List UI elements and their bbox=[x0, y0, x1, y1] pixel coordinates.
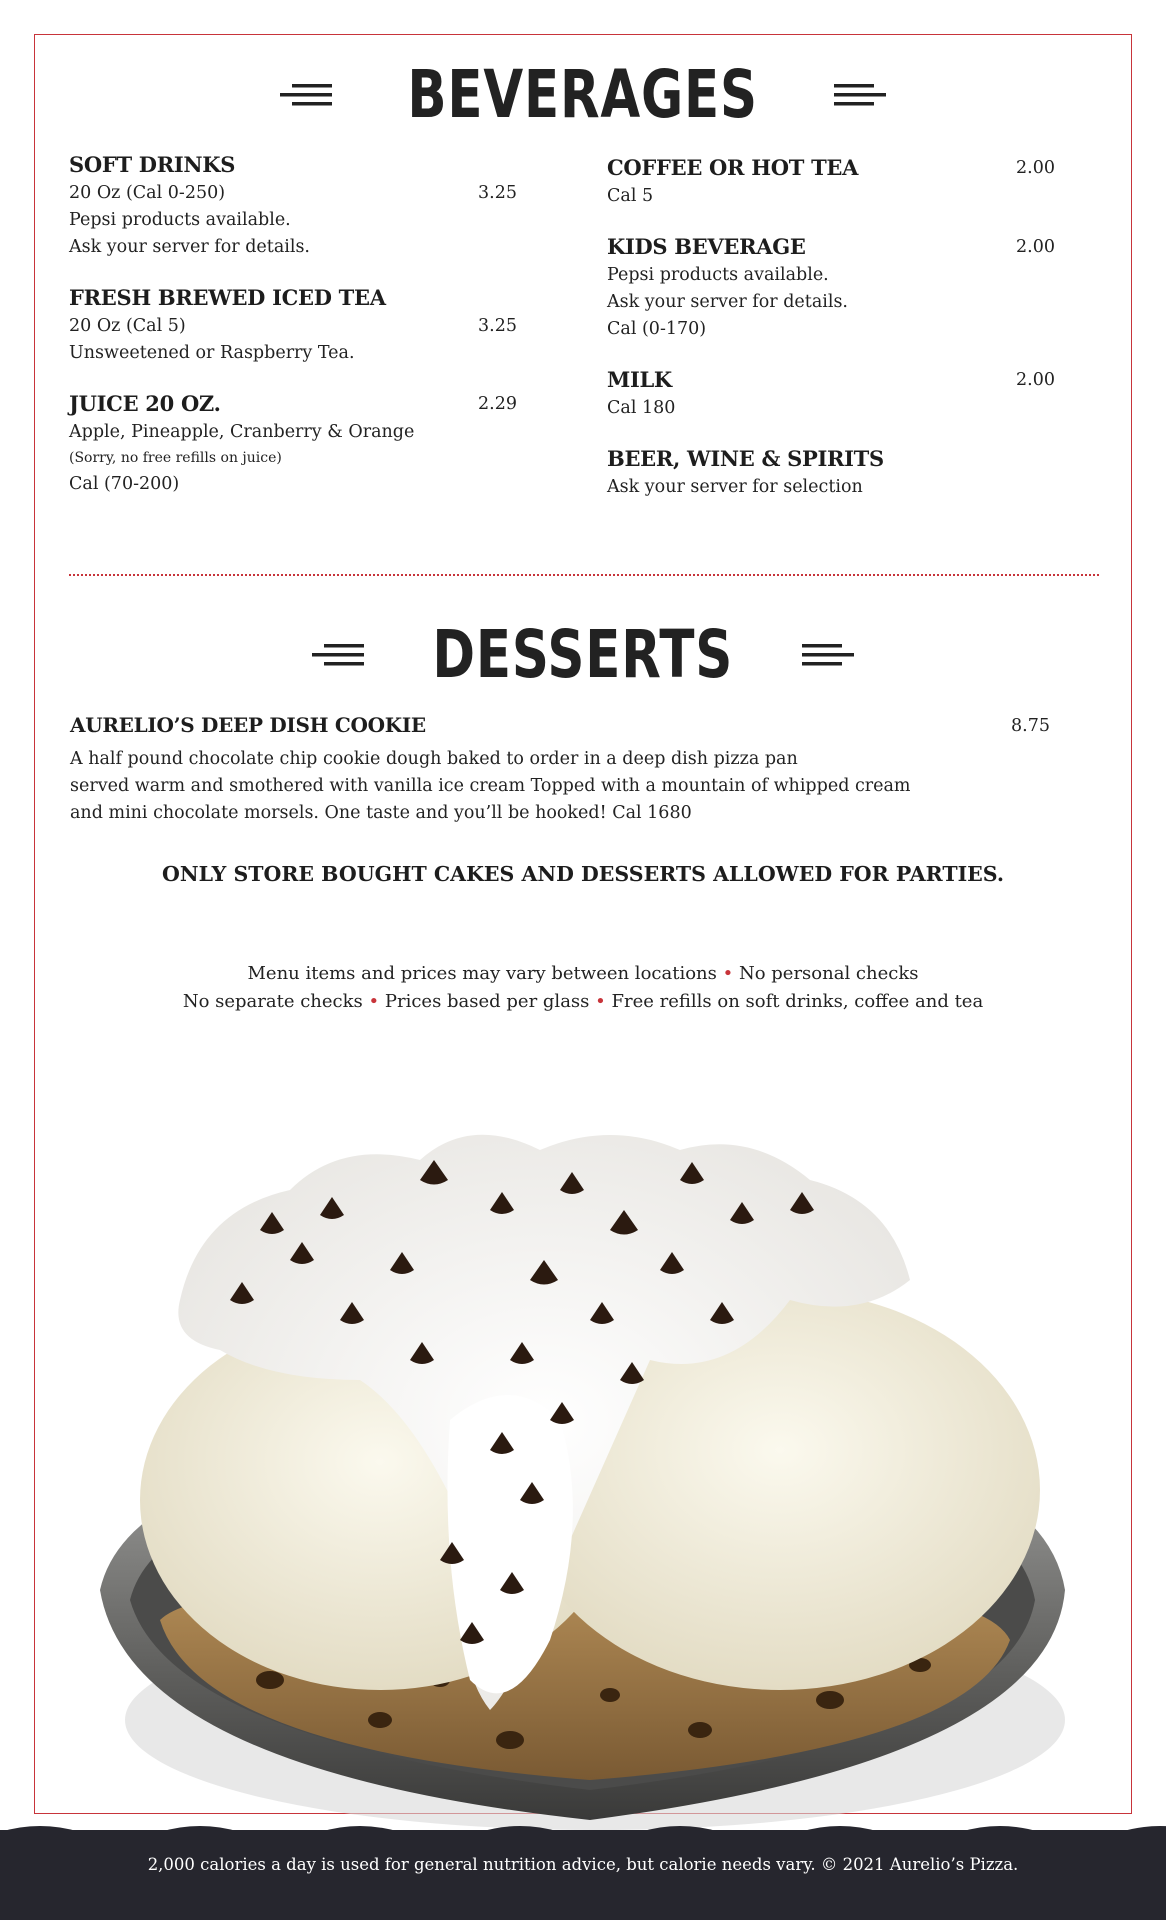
beverages-left-column bbox=[69, 150, 519, 520]
menu-item-juice bbox=[69, 389, 519, 498]
speed-lines-left-icon bbox=[280, 80, 336, 110]
fine-print-line-2 bbox=[0, 988, 1166, 1016]
item-detail: Cal (0-170) bbox=[607, 319, 707, 339]
item-name: MILK bbox=[607, 367, 672, 392]
item-name: KIDS BEVERAGE bbox=[607, 234, 806, 259]
item-detail: Pepsi products available. bbox=[69, 210, 291, 230]
item-name: BEER, WINE & SPIRITS bbox=[607, 446, 884, 471]
item-detail: Unsweetened or Raspberry Tea. bbox=[69, 343, 355, 363]
description-line: A half pound chocolate chip cookie dough baked to order in a deep dish pizza pan bbox=[70, 749, 798, 769]
item-price: 2.00 bbox=[1016, 237, 1055, 257]
bullet-separator: • bbox=[368, 991, 380, 1012]
item-detail: Ask your server for details. bbox=[69, 237, 310, 257]
item-name: AURELIO’S DEEP DISH COOKIE bbox=[70, 713, 426, 737]
menu-item-kids-beverage bbox=[607, 232, 1057, 343]
item-price: 2.00 bbox=[1016, 370, 1055, 390]
description-line: and mini chocolate morsels. One taste and you’ll be hooked! Cal 1680 bbox=[70, 803, 692, 823]
fine-print-text: No separate checks bbox=[182, 991, 363, 1012]
fine-print-text: Menu items and prices may vary between locations bbox=[247, 963, 717, 984]
menu-item-milk bbox=[607, 365, 1057, 422]
party-notice: ONLY STORE BOUGHT CAKES AND DESSERTS ALLOWED FOR PARTIES. bbox=[161, 862, 1005, 886]
beverages-title: BEVERAGES bbox=[407, 56, 759, 133]
beverages-heading bbox=[0, 56, 1166, 133]
menu-item-coffee bbox=[607, 153, 1057, 210]
item-price: 3.25 bbox=[478, 183, 517, 203]
speed-lines-left-icon bbox=[312, 640, 368, 670]
section-divider bbox=[69, 574, 1099, 576]
item-detail: Apple, Pineapple, Cranberry & Orange bbox=[69, 422, 415, 442]
item-price: 2.29 bbox=[478, 394, 517, 414]
menu-item-deep-dish-cookie bbox=[70, 710, 1070, 827]
item-detail: 20 Oz (Cal 0-250) bbox=[69, 183, 226, 203]
item-description bbox=[70, 746, 1070, 827]
desserts-title: DESSERTS bbox=[432, 616, 734, 693]
item-detail: Cal 180 bbox=[607, 398, 676, 418]
item-name: SOFT DRINKS bbox=[69, 152, 236, 177]
menu-item-beer-wine-spirits bbox=[607, 444, 1057, 501]
item-name: COFFEE OR HOT TEA bbox=[607, 155, 859, 180]
desserts-heading bbox=[0, 616, 1166, 693]
fine-print-text: No personal checks bbox=[738, 963, 919, 984]
bullet-separator: • bbox=[595, 991, 606, 1012]
item-name: FRESH BREWED ICED TEA bbox=[69, 285, 386, 310]
menu-item-iced-tea bbox=[69, 283, 519, 367]
item-name: JUICE 20 OZ. bbox=[69, 391, 221, 416]
menu-item-soft-drinks bbox=[69, 150, 519, 261]
item-detail: Ask your server for details. bbox=[607, 292, 848, 312]
item-calories: Cal (70-200) bbox=[69, 474, 180, 494]
item-detail: 20 Oz (Cal 5) bbox=[69, 316, 186, 336]
fine-print-text: Prices based per glass bbox=[384, 991, 590, 1012]
item-detail: Cal 5 bbox=[607, 186, 654, 206]
speed-lines-right-icon bbox=[830, 80, 886, 110]
fine-print-line-1 bbox=[0, 960, 1166, 988]
item-detail: Pepsi products available. bbox=[607, 265, 829, 285]
speed-lines-right-icon bbox=[798, 640, 854, 670]
deep-dish-cookie-photo bbox=[90, 1120, 1080, 1840]
item-note: (Sorry, no free refills on juice) bbox=[69, 450, 282, 466]
fine-print-text: Free refills on soft drinks, coffee and tea bbox=[611, 991, 984, 1012]
item-price: 8.75 bbox=[1011, 716, 1050, 736]
footer-bar bbox=[0, 1830, 1166, 1920]
footer-disclaimer: 2,000 calories a day is used for general nutrition advice, but calorie needs vary. © 2021 Aurelio’s Pizza. bbox=[147, 1855, 1019, 1874]
beverages-right-column bbox=[607, 153, 1057, 523]
item-price: 3.25 bbox=[478, 316, 517, 336]
bullet-separator: • bbox=[722, 963, 734, 984]
item-detail: Ask your server for selection bbox=[607, 477, 863, 497]
description-line: served warm and smothered with vanilla ice cream Topped with a mountain of whipped cream bbox=[70, 776, 911, 796]
item-price: 2.00 bbox=[1016, 158, 1055, 178]
